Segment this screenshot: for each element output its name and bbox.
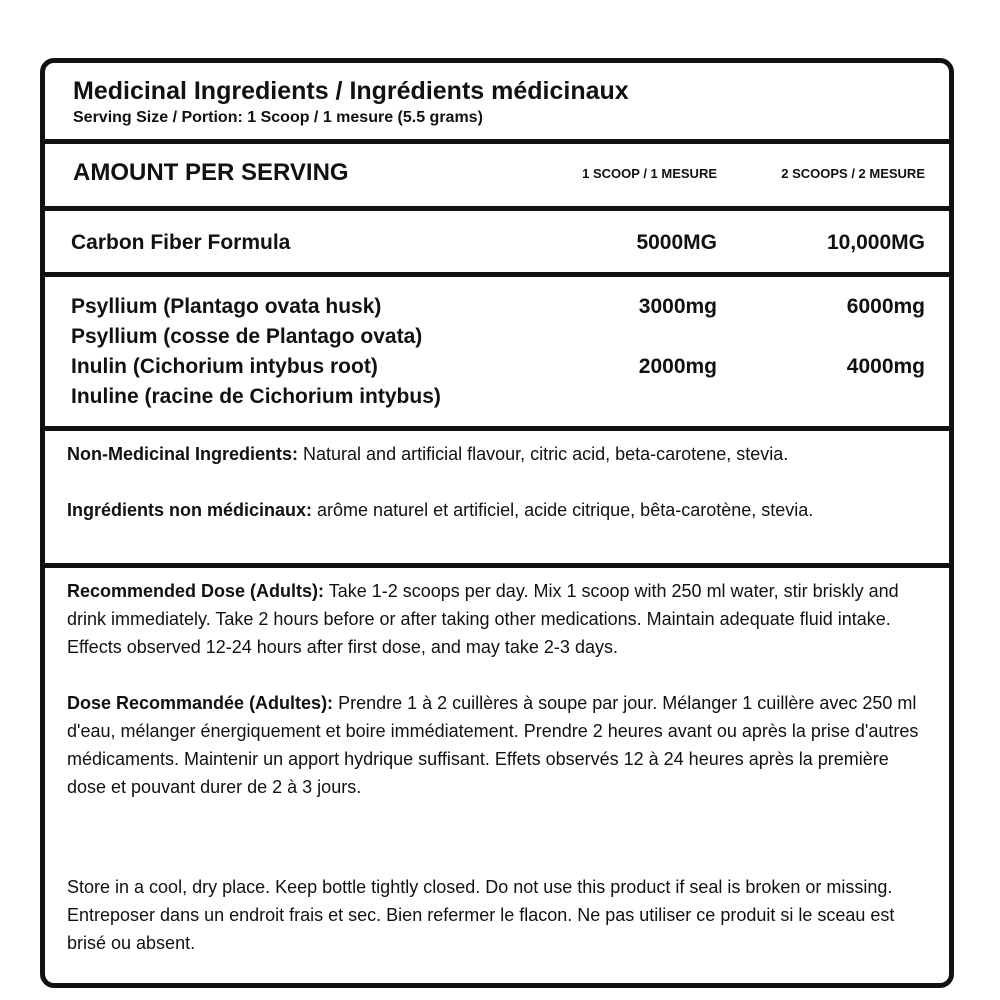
divider-4 [45, 426, 949, 431]
dose-fr-label: Dose Recommandée (Adultes): [67, 693, 334, 713]
divider-1 [45, 139, 949, 144]
ingredient-name-fr: Inuline (racine de Cichorium intybus) [71, 385, 441, 408]
ingredient-name-en: Psyllium (Plantago ovata husk) [71, 295, 382, 318]
label-title: Medicinal Ingredients / Ingrédients médicinaux [73, 77, 629, 105]
dose-en-text: Take 1-2 scoops per day. Mix 1 scoop with 250 ml water, stir briskly and drink immediately. Take 2 hours before or after taking other medications. Maintain adequate fluid intake. Effects observed 12-24 hours after first dose, and may take 2-3 days. [67, 581, 899, 657]
dose-en-label: Recommended Dose (Adults): [67, 581, 325, 601]
divider-2 [45, 206, 949, 211]
ingredient-name-fr: Psyllium (cosse de Plantago ovata) [71, 325, 423, 348]
ingredient-name-en: Inulin (Cichorium intybus root) [71, 355, 378, 378]
ingredient-amount-1: 2000mg [638, 355, 717, 378]
non-medicinal-en-label: Non-Medicinal Ingredients: [67, 444, 299, 464]
column-header-2-scoops: 2 SCOOPS / 2 MESURE [781, 166, 925, 181]
amount-per-serving-label: AMOUNT PER SERVING [73, 159, 349, 186]
non-medicinal-fr [67, 496, 929, 524]
column-header-1-scoop: 1 SCOOP / 1 MESURE [582, 166, 717, 181]
formula-amount-2: 10,000MG [826, 231, 925, 254]
ingredient-amount-2: 6000mg [846, 295, 925, 318]
dose-en [67, 577, 929, 661]
ingredients-label-panel [40, 58, 954, 988]
formula-name: Carbon Fiber Formula [71, 231, 291, 254]
serving-size: Serving Size / Portion: 1 Scoop / 1 mesure (5.5 grams) [73, 109, 483, 126]
ingredient-amount-2: 4000mg [846, 355, 925, 378]
non-medicinal-fr-text: arôme naturel et artificiel, acide citrique, bêta-carotène, stevia. [312, 500, 814, 520]
divider-3 [45, 272, 949, 277]
ingredient-amount-1: 3000mg [638, 295, 717, 318]
non-medicinal-en [67, 440, 929, 468]
non-medicinal-fr-label: Ingrédients non médicinaux: [67, 500, 313, 520]
formula-amount-1: 5000MG [636, 231, 717, 254]
divider-5 [45, 563, 949, 568]
dose-fr-text: Prendre 1 à 2 cuillères à soupe par jour. Mélanger 1 cuillère avec 250 ml d'eau, mélanger énergiquement et boire immédiatement. Prendre 2 heures avant ou après la prise d'autres médicaments. Maintenir un apport hydrique suffisant. Effets observés 12 à 24 heures après la première dose et pouvant durer de 2 à 3 jours. [67, 693, 919, 797]
non-medicinal-en-text: Natural and artificial flavour, citric acid, beta-carotene, stevia. [298, 444, 789, 464]
storage-instructions: Store in a cool, dry place. Keep bottle tightly closed. Do not use this product if seal is broken or missing. Entreposer dans un endroit frais et sec. Bien refermer le flacon. Ne pas utiliser ce produit si le sceau est brisé ou absent. [67, 877, 895, 953]
dose-fr [67, 689, 929, 801]
